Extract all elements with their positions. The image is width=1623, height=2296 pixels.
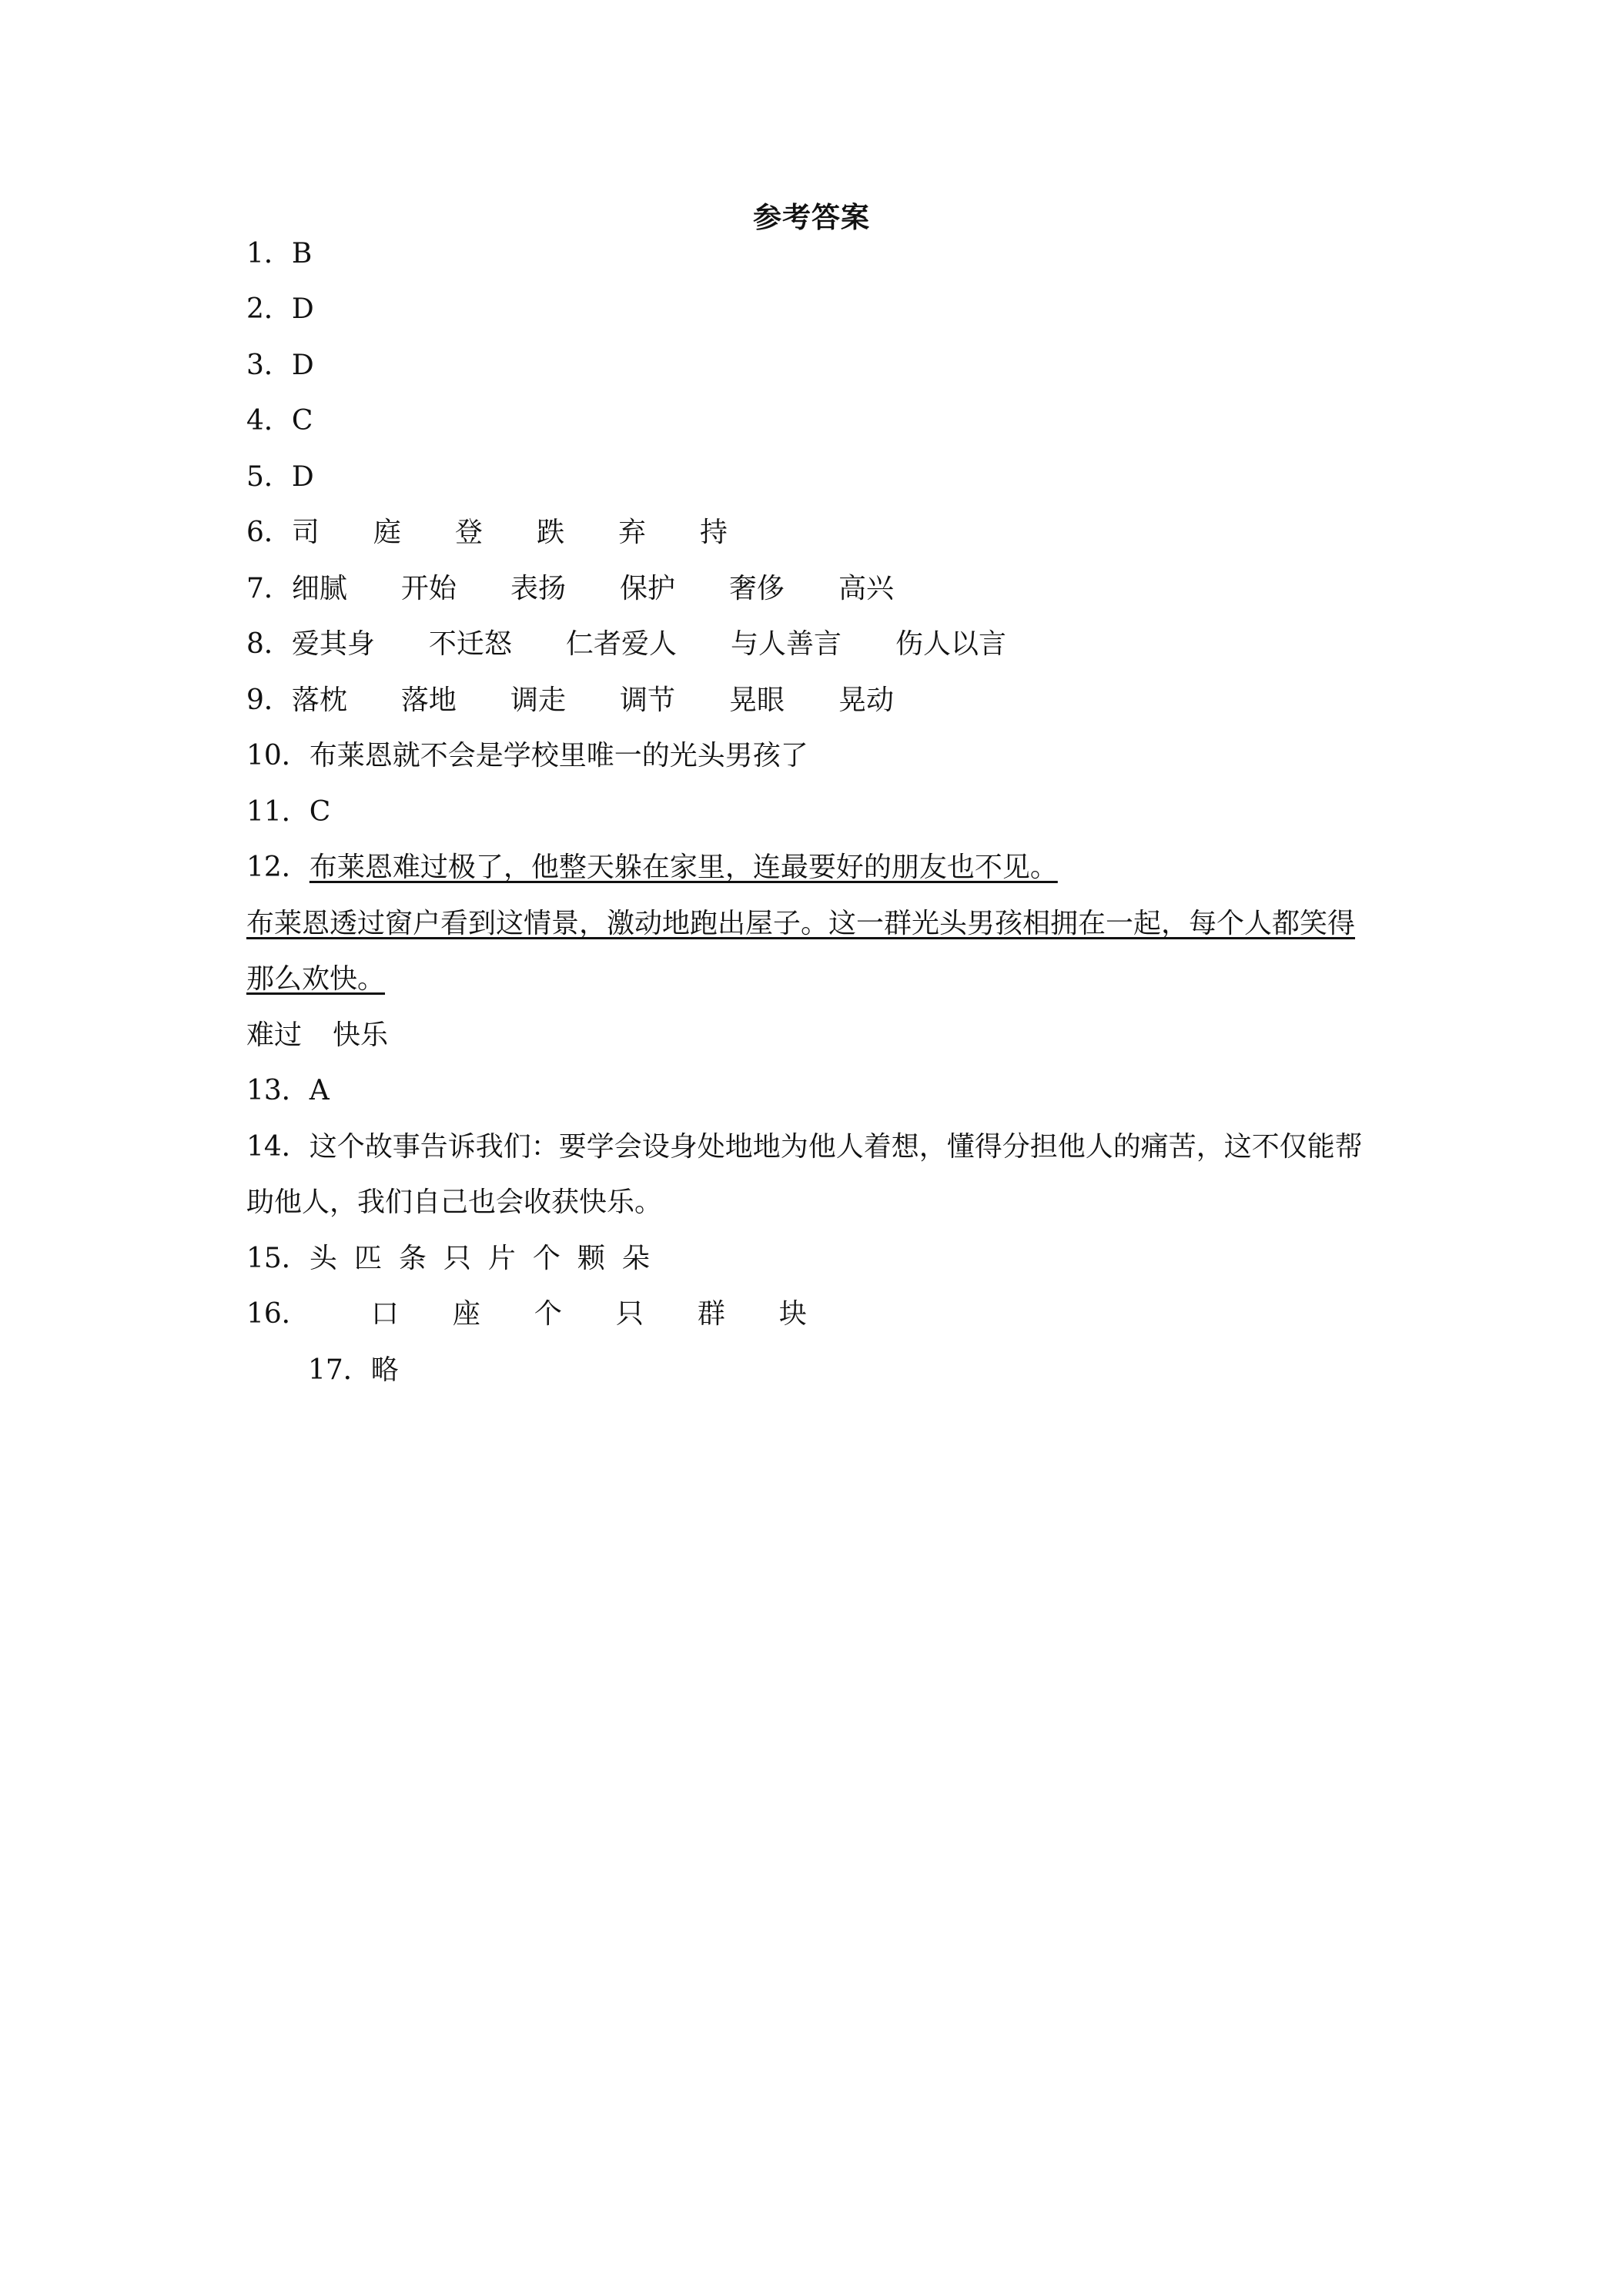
answer-12-words: [246, 1019, 388, 1053]
answer-word: 快乐: [333, 1019, 389, 1051]
answer-13: 13．A: [246, 1075, 330, 1106]
answer-14-line-1: 14．这个故事告诉我们：要学会设身处地地为他人着想，懂得分担他人的痛苦，这不仅能帮: [246, 1131, 1363, 1163]
answer-3: 3．D: [246, 350, 314, 381]
answer-6: [246, 516, 728, 550]
answer-word: 只: [615, 1298, 644, 1330]
answer-11: 11．C: [246, 796, 331, 828]
answer-10: 10．布莱恩就不会是学校里唯一的光头男孩了: [246, 740, 808, 771]
answer-word: 晃眼: [728, 684, 785, 716]
answer-12-line-1: [246, 851, 1058, 885]
answer-word: 伤人以言: [895, 628, 1006, 660]
answer-word: 头: [309, 1243, 337, 1274]
answer-word: 落枕: [291, 684, 347, 716]
answer-word: 群: [697, 1298, 725, 1330]
answer-number: 6．: [246, 517, 292, 548]
answer-word: 细腻: [291, 573, 347, 604]
answer-word: 登: [454, 517, 483, 548]
underlined-sentence: 布莱恩透过窗户看到这情景，激动地跑出屋子。这一群光头男孩相拥在一起，每个人都笑得: [246, 908, 1356, 939]
answer-word: 爱其身: [291, 628, 375, 660]
underlined-sentence: 布莱恩难过极了，他整天躲在家里，连最要好的朋友也不见。: [309, 852, 1058, 883]
answer-14-line-2: 助他人，我们自己也会收获快乐。: [246, 1186, 663, 1218]
answer-4: 4．C: [246, 405, 313, 437]
answer-word: 与人善言: [730, 628, 842, 660]
answer-number: 15．: [246, 1243, 310, 1274]
answer-word: 保护: [619, 573, 675, 604]
answer-word: 调走: [510, 684, 566, 716]
answer-15: [246, 1242, 650, 1276]
answer-word: 晃动: [838, 684, 894, 716]
answer-16: [246, 1297, 807, 1331]
answer-9: [246, 684, 894, 718]
answer-word: 片: [487, 1243, 516, 1274]
answer-word: 匹: [353, 1243, 382, 1274]
answer-8: [246, 628, 1006, 661]
answer-17: 17．略: [308, 1354, 399, 1386]
answer-number: 8．: [246, 628, 292, 660]
answer-word: 司: [291, 517, 320, 548]
answer-7: [246, 572, 894, 606]
answer-word: 块: [778, 1298, 807, 1330]
answer-5: 5．D: [246, 461, 314, 493]
answer-number: 12．: [246, 852, 310, 883]
answer-word: 开始: [400, 573, 457, 604]
answer-word: 落地: [400, 684, 457, 716]
answer-word: 奢侈: [728, 573, 785, 604]
underlined-sentence: 那么欢快。: [246, 963, 386, 995]
answer-word: 颗: [577, 1243, 605, 1274]
answer-word: 表扬: [510, 573, 566, 604]
answer-2: 2．D: [246, 293, 314, 325]
answer-word: 条: [398, 1243, 427, 1274]
answer-word: 个: [532, 1243, 561, 1274]
answer-number: 7．: [246, 573, 292, 604]
page-title: 参考答案: [753, 200, 870, 234]
answer-number: 16．: [246, 1298, 310, 1330]
answer-word: 座: [452, 1298, 480, 1330]
answer-word: 不迁怒: [428, 628, 512, 660]
answer-12-line-3: [246, 962, 385, 996]
answer-word: 跌: [536, 517, 564, 548]
answer-word: 高兴: [838, 573, 894, 604]
answer-word: 弃: [617, 517, 646, 548]
answer-word: 仁者爱人: [565, 628, 677, 660]
answer-word: 持: [699, 517, 728, 548]
answer-word: 调节: [619, 684, 675, 716]
answer-word: 只: [443, 1243, 471, 1274]
answer-number: 9．: [246, 684, 292, 716]
answer-word: 口: [370, 1298, 399, 1330]
answer-word: 个: [534, 1298, 562, 1330]
answer-12-line-2: [246, 907, 1355, 941]
answer-word: 庭: [373, 517, 401, 548]
answer-word: 朵: [621, 1243, 650, 1274]
answer-1: 1．B: [246, 238, 313, 269]
answer-word: 难过: [246, 1019, 303, 1051]
